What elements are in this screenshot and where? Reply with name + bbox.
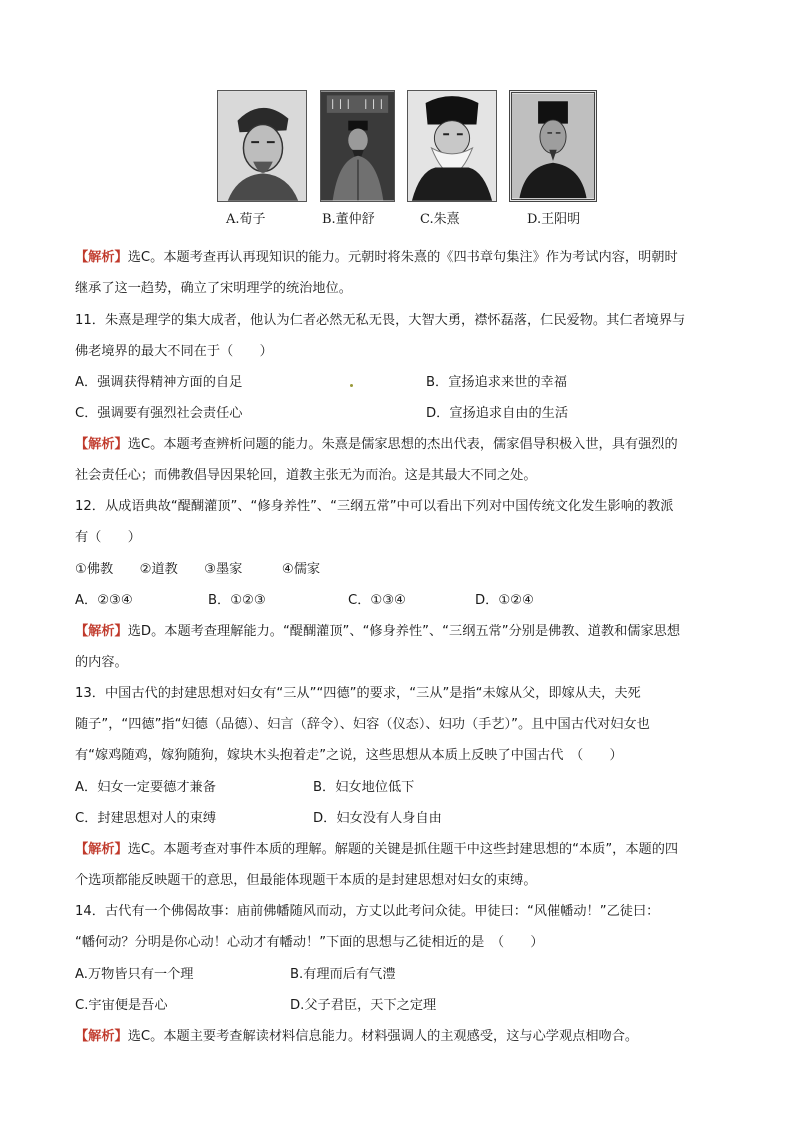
q10-analysis-text1: 选C。本题考查再认再现知识的能力。元朝时将朱熹的《四书章句集注》作为考试内容，明朝时 [127,250,678,265]
portrait-xunzi [217,90,307,202]
analysis-tag: 【解析】 [75,1029,128,1044]
q11-analysis-line2: 社会责任心；而佛教倡导因果轮回，道教主张无为而治。这是其最大不同之处。 [75,468,537,483]
q10-analysis-line1 [75,248,678,268]
q13-stem-line2: 随子”，“四德”指“妇德（品德）、妇言（辞令）、妇容（仪态）、妇功（手艺）”。且中国古代对妇女也 [75,717,650,732]
q14-option-a: A.万物皆只有一个理 [75,967,194,982]
stray-mark [350,384,353,387]
q13-option-b: B．妇女地位低下 [313,780,415,795]
portrait-xunzi-image [218,91,306,201]
q13-analysis-line1 [75,840,678,860]
q13-stem-line3: 有“嫁鸡随鸡，嫁狗随狗，嫁块木头抱着走”之说，这些思想从本质上反映了中国古代 （ ） [75,748,623,763]
portrait-dongzhongshu-image [321,91,394,201]
q14-analysis-line1 [75,1027,638,1047]
caption-a: A.荀子 [226,212,266,227]
portrait-zhuxi [407,90,497,202]
q12-stem-line2: 有（ ） [75,530,141,545]
q14-stem-line1: 14．古代有一个佛偈故事：庙前佛幡随风而动，方丈以此考问众徒。甲徒曰：“风催幡动！”乙徒曰： [75,904,660,919]
caption-d: D.王阳明 [527,212,581,227]
q11-option-a: A．强调获得精神方面的自足 [75,375,243,390]
analysis-tag: 【解析】 [75,842,128,857]
q12-analysis-text1: 选D。本题考查理解能力。“醍醐灌顶”、“修身养性”、“三纲五常”分别是佛教、道教和儒家思想 [127,624,681,639]
q11-option-c: C．强调要有强烈社会责任心 [75,406,243,421]
caption-c: C.朱熹 [420,212,460,227]
q14-option-c: C.宇宙便是吾心 [75,998,168,1013]
q12-items: ①佛教 ②道教 ③墨家 ④儒家 [75,562,321,577]
analysis-tag: 【解析】 [75,624,128,639]
q11-option-b: B．宣扬追求来世的幸福 [426,375,567,390]
q11-analysis-line1 [75,435,678,455]
q11-analysis-text1: 选C。本题考查辨析问题的能力。朱熹是儒家思想的杰出代表，儒家倡导积极入世，具有强烈的 [127,437,678,452]
q14-option-d: D.父子君臣，天下之定理 [290,998,437,1013]
q10-analysis-line2: 继承了这一趋势，确立了宋明理学的统治地位。 [75,281,352,296]
q13-option-d: D．妇女没有人身自由 [313,811,442,826]
q12-analysis-line2: 的内容。 [75,655,128,670]
q13-analysis-line2: 个选项都能反映题干的意思，但最能体现题干本质的是封建思想对妇女的束缚。 [75,873,537,888]
q12-option-b: B．①②③ [208,593,266,608]
q12-option-d: D．①②④ [475,593,534,608]
q13-option-c: C．封建思想对人的束缚 [75,811,217,826]
portrait-dongzhongshu [320,90,395,202]
analysis-tag: 【解析】 [75,437,128,452]
caption-b: B.董仲舒 [322,212,375,227]
q14-option-b: B.有理而后有气澧 [290,967,396,982]
q13-analysis-text1: 选C。本题考查对事件本质的理解。解题的关键是抓住题干中这些封建思想的“本质”，本题的四 [127,842,679,857]
q12-option-a: A．②③④ [75,593,133,608]
q14-stem-line2: “幡何动？分明是你心动！心动才有幡动！”下面的思想与乙徒相近的是 （ ） [75,935,544,950]
q13-option-a: A．妇女一定要德才兼备 [75,780,216,795]
portrait-wangyangming [509,90,597,202]
q12-analysis-line1 [75,622,680,642]
portrait-wangyangming-image [512,93,594,199]
portrait-zhuxi-image [408,91,496,201]
q11-option-d: D．宣扬追求自由的生活 [426,406,569,421]
q14-analysis-text1: 选C。本题主要考查解读材料信息能力。材料强调人的主观感受，这与心学观点相吻合。 [127,1029,639,1044]
portrait-strip [217,90,597,230]
q12-option-c: C．①③④ [348,593,406,608]
q11-stem-line1: 11．朱熹是理学的集大成者，他认为仁者必然无私无畏，大智大勇，襟怀磊落，仁民爱物。其仁者境界与 [75,313,686,328]
q11-stem-line2: 佛老境界的最大不同在于（ ） [75,344,273,359]
analysis-tag: 【解析】 [75,250,128,265]
q13-stem-line1: 13．中国古代的封建思想对妇女有“三从”“四德”的要求，“三从”是指“未嫁从父，即嫁从夫，夫死 [75,686,641,701]
q12-stem-line1: 12．从成语典故“醍醐灌顶”、“修身养性”、“三纲五常”中可以看出下列对中国传统文化发生影响的教派 [75,499,674,514]
